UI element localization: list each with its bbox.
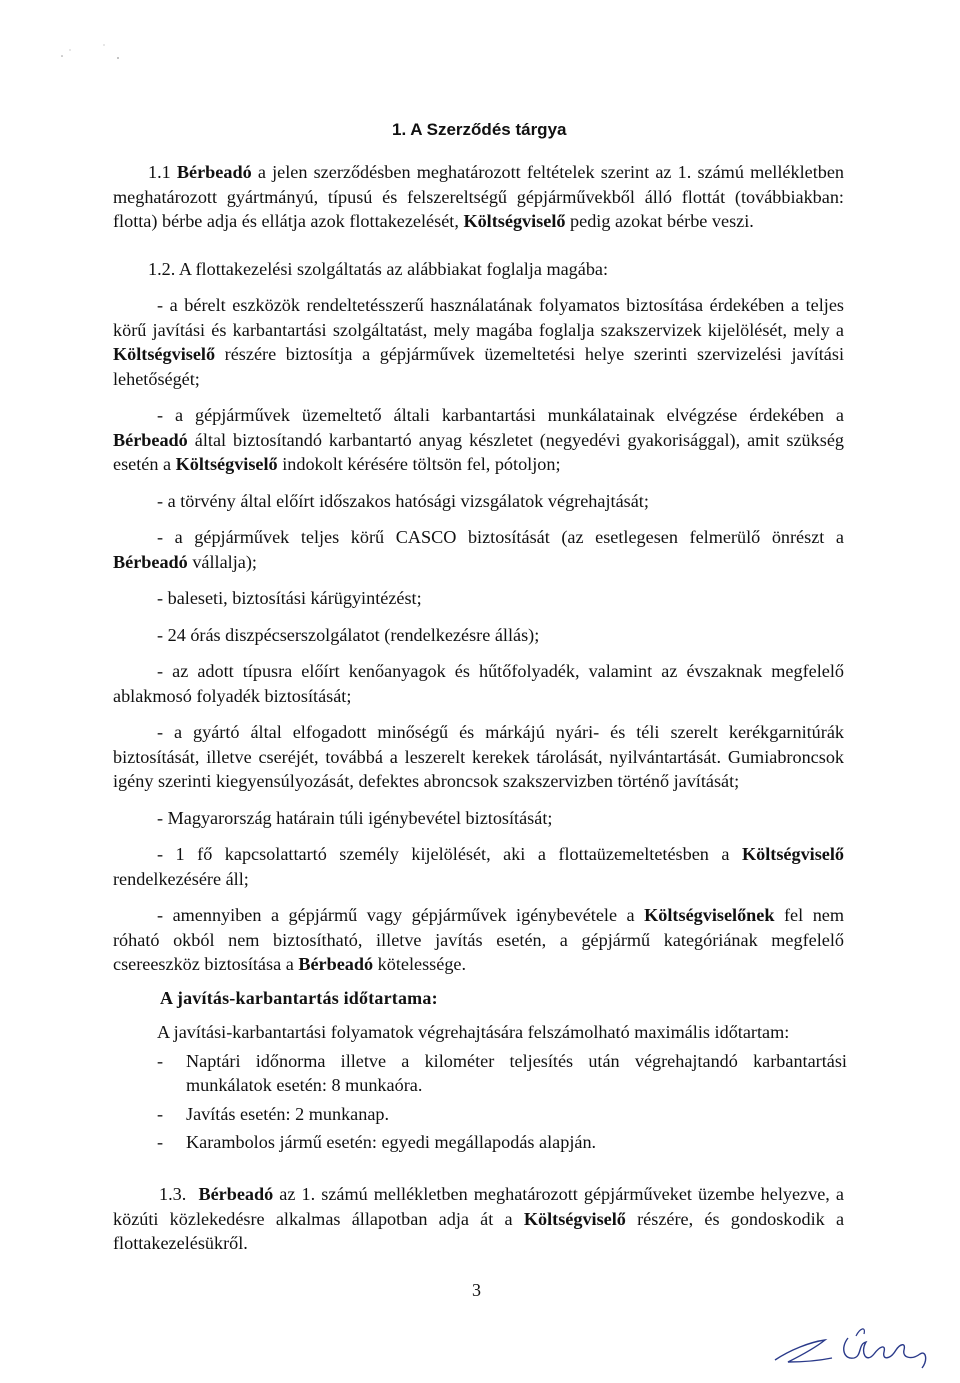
item-text: részére biztosítja a gépjárművek üzemeltetési helye szerinti szervizelési javítási lehetőségét; bbox=[113, 344, 844, 389]
repair-duration-title: A javítás-karbantartás időtartama: bbox=[160, 988, 438, 1008]
item-text: - baleseti, biztosítási kárügyintézést; bbox=[157, 588, 422, 608]
party-name: Bérbeadó bbox=[298, 954, 374, 974]
item-text: - 24 órás diszpécserszolgálatot (rendelkezésre állás); bbox=[157, 624, 540, 645]
item-text: - a gépjárművek teljes körű CASCO biztosítását (az esetlegesen felmerülő önrészt a bbox=[157, 527, 844, 547]
party-name: Költségviselő bbox=[523, 1208, 626, 1229]
item-text: által biztosítandó karbantartó anyag készletet (negyedévi gyakorisággal), amit szükség esetén a bbox=[113, 429, 844, 474]
repair-intro: A javítási-karbantartási folyamatok végrehajtására felszámolható maximális időtartam: bbox=[157, 1022, 790, 1042]
item-text: - a gépjárművek üzemeltető általi karbantartási munkálatainak elvégzése érdekében a bbox=[157, 405, 844, 425]
item-text: - 1 fő kapcsolattartó személy kijelölését, aki a flottaüzemeltetésben a bbox=[157, 844, 730, 864]
item-text: vállalja); bbox=[192, 551, 257, 572]
list-item bbox=[113, 525, 844, 574]
party-name: Költségviselő bbox=[463, 211, 566, 231]
paragraph-text: részére, és gondoskodik a flottakezelésükről. bbox=[113, 1208, 845, 1253]
party-name: Bérbeadó bbox=[113, 551, 188, 572]
party-name: Bérbeadó bbox=[176, 162, 252, 182]
list-item bbox=[113, 842, 844, 891]
list-item bbox=[113, 403, 844, 477]
list-item bbox=[113, 623, 844, 648]
repair-item-text: Karambolos jármű esetén: egyedi megállapodás alapján. bbox=[186, 1132, 597, 1152]
party-name: Költségviselő bbox=[741, 844, 845, 864]
repair-item-text: Naptári időnorma illetve a kilométer teljesítés után végrehajtandó karbantartási munkálatok esetén: 8 munkaóra. bbox=[186, 1050, 847, 1095]
item-text: indokolt kérésére töltsön fel, pótoljon; bbox=[282, 454, 561, 474]
list-item bbox=[113, 586, 844, 611]
item-text: - Magyarország határain túli igénybevétel biztosítását; bbox=[157, 807, 553, 828]
item-text: rendelkezésére áll; bbox=[113, 868, 249, 889]
section-heading: 1. A Szerződés tárgya bbox=[392, 120, 567, 139]
party-name: Költségviselő bbox=[175, 454, 278, 474]
paragraph-1-3-wrapper bbox=[113, 1182, 844, 1256]
party-name: Bérbeadó bbox=[113, 429, 188, 450]
paragraph-1-3 bbox=[113, 1182, 844, 1256]
list-item bbox=[113, 903, 844, 977]
list-dash: - bbox=[157, 1132, 164, 1152]
paragraph-1-1 bbox=[113, 160, 844, 234]
party-name: Bérbeadó bbox=[198, 1184, 274, 1204]
repair-list-item bbox=[157, 1130, 847, 1155]
repair-list-item bbox=[157, 1049, 847, 1098]
item-text: - a törvény által előírt időszakos hatósági vizsgálatok végrehajtását; bbox=[157, 490, 649, 511]
list-item bbox=[113, 293, 844, 391]
paragraph-text: a jelen szerződésben meghatározott feltételek szerint az 1. számú mellékletben meghatározott gyártmányú, típusú és felszereltségű gépjárművekből álló flottát (továbbiakban: flotta) bérbe adja és ellátja azok flottakezelését, bbox=[113, 162, 845, 231]
list-dash: - bbox=[157, 1050, 164, 1071]
item-text: fel nem róható okból nem biztosítható, illetve javítás esetén, a gépjármű kategóriának megfelelő csereeszköz biztosítása a bbox=[113, 905, 845, 974]
list-item bbox=[113, 489, 844, 514]
repair-duration-section bbox=[157, 1020, 847, 1155]
page-number: 3 bbox=[472, 1280, 481, 1300]
item-text: kötelessége. bbox=[377, 954, 467, 974]
handwritten-signature bbox=[770, 1320, 940, 1375]
item-text: - amennyiben a gépjármű vagy gépjárművek igénybevétele a bbox=[157, 905, 635, 925]
list-item bbox=[113, 806, 844, 831]
party-name: Költségviselőnek bbox=[644, 905, 775, 925]
list-item bbox=[113, 659, 844, 708]
section-body bbox=[113, 160, 844, 977]
paragraph-number: 1.3. bbox=[159, 1184, 187, 1204]
repair-item-text: Javítás esetén: 2 munkanap. bbox=[186, 1103, 390, 1124]
repair-list-item bbox=[157, 1102, 847, 1127]
item-text: - a bérelt eszközök rendeltetésszerű használatának folyamatos biztosítása érdekében a teljes körű javítási és karbantartási szolgáltatást, mely magába foglalja szakszervizek kijelölését, mely a bbox=[113, 295, 844, 340]
paragraph-text: 1.2. A flottakezelési szolgáltatás az alábbiakat foglalja magába: bbox=[148, 258, 609, 279]
list-item bbox=[113, 720, 844, 794]
item-text: - a gyártó által elfogadott minőségű és márkájú nyári- és téli szerelt kerékgarnitúrák biztosítását, illetve cseréjét, továbbá a leszerelt kerekek tárolását, nyilvántartását. Gumiabroncsok igény szerinti kiegyensúlyozását, defektes abroncsok szakszervizben történő javítását; bbox=[113, 722, 844, 791]
list-dash: - bbox=[157, 1103, 164, 1124]
party-name: Költségviselő bbox=[113, 344, 216, 364]
item-text: - az adott típusra előírt kenőanyagok és hűtőfolyadék, valamint az évszaknak megfelelő ablakmosó folyadék biztosítását; bbox=[113, 661, 844, 706]
paragraph-text: pedig azokat bérbe veszi. bbox=[570, 211, 754, 231]
scan-specks bbox=[40, 40, 140, 70]
paragraph-text: az 1. számú mellékletben meghatározott gépjárműveket üzembe helyezve, a közúti közlekedésre alkalmas állapotban adja át a bbox=[113, 1184, 844, 1229]
paragraph-1-2-intro bbox=[113, 257, 844, 282]
paragraph-number: 1.1 bbox=[148, 162, 171, 182]
